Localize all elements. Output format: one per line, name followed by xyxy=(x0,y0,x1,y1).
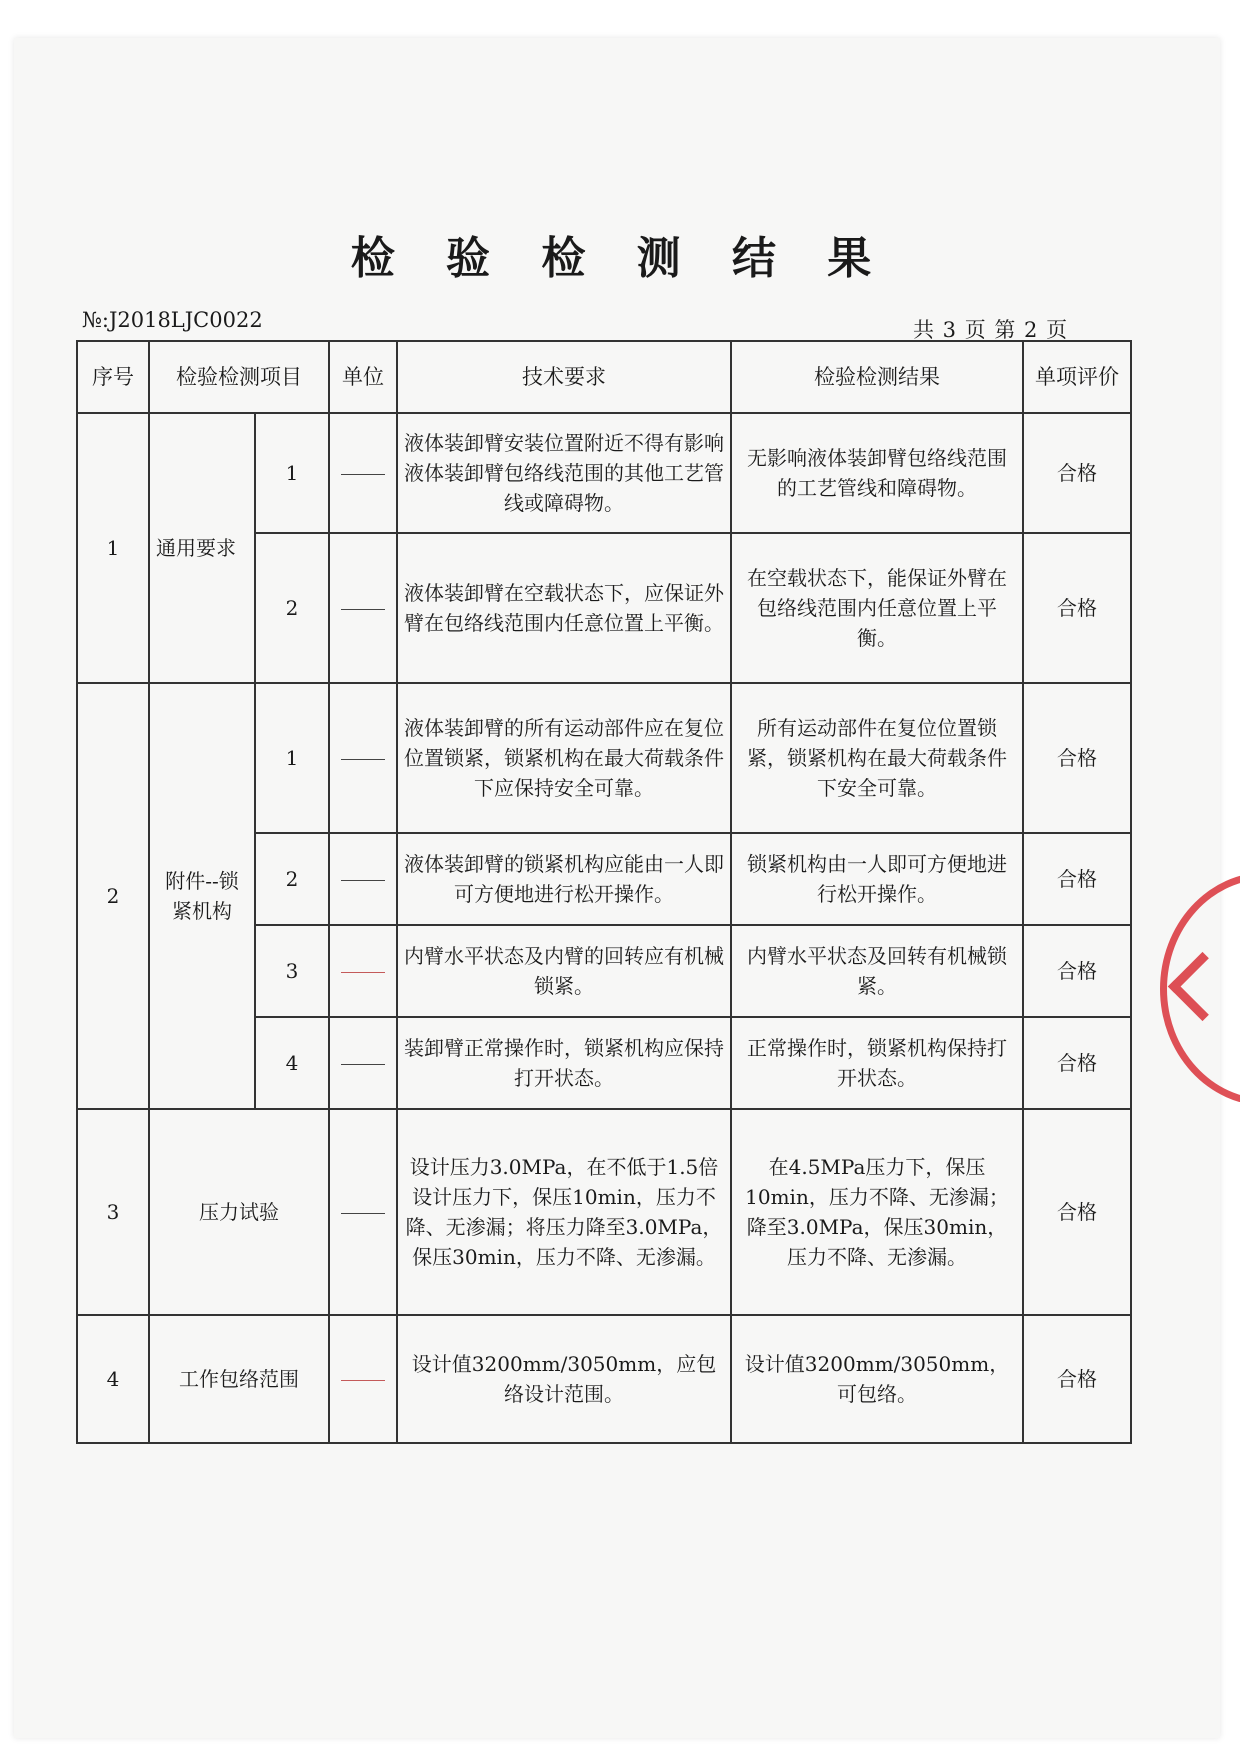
unit-cell xyxy=(329,1315,397,1443)
group-seq: 4 xyxy=(77,1315,149,1443)
requirement-cell: 液体装卸臂安装位置附近不得有影响液体装卸臂包络线范围的其他工艺管线或障碍物。 xyxy=(397,413,731,533)
unit-dash xyxy=(341,1064,385,1065)
sub-seq: 1 xyxy=(255,413,329,533)
unit-cell xyxy=(329,533,397,683)
unit-cell xyxy=(329,1109,397,1315)
unit-cell xyxy=(329,413,397,533)
page-title: 检 验 检 测 结 果 xyxy=(350,233,890,284)
result-cell: 无影响液体装卸臂包络线范围的工艺管线和障碍物。 xyxy=(731,413,1023,533)
result-cell: 在4.5MPa压力下，保压10min，压力不降、无渗漏；降至3.0MPa，保压30min，压力不降、无渗漏。 xyxy=(731,1109,1023,1315)
group-name: 附件--锁紧机构 xyxy=(149,683,255,1109)
unit-dash xyxy=(341,759,385,760)
requirement-cell: 装卸臂正常操作时，锁紧机构应保持打开状态。 xyxy=(397,1017,731,1109)
header-result: 检验检测结果 xyxy=(731,341,1023,413)
result-cell: 在空载状态下，能保证外臂在包络线范围内任意位置上平衡。 xyxy=(731,533,1023,683)
official-seal xyxy=(1160,872,1240,1102)
results-table xyxy=(76,340,1132,1444)
result-cell: 所有运动部件在复位位置锁紧，锁紧机构在最大荷载条件下安全可靠。 xyxy=(731,683,1023,833)
sub-seq: 4 xyxy=(255,1017,329,1109)
unit-dash xyxy=(341,1213,385,1214)
sub-seq: 2 xyxy=(255,533,329,683)
group-seq: 3 xyxy=(77,1109,149,1315)
requirement-cell: 液体装卸臂的锁紧机构应能由一人即可方便地进行松开操作。 xyxy=(397,833,731,925)
unit-cell xyxy=(329,833,397,925)
group-name: 工作包络范围 xyxy=(149,1315,329,1443)
unit-cell xyxy=(329,683,397,833)
header-seq: 序号 xyxy=(77,341,149,413)
unit-dash xyxy=(341,972,385,973)
evaluation-cell: 合格 xyxy=(1023,1315,1131,1443)
result-cell: 正常操作时，锁紧机构保持打开状态。 xyxy=(731,1017,1023,1109)
result-cell: 锁紧机构由一人即可方便地进行松开操作。 xyxy=(731,833,1023,925)
table-row xyxy=(77,1109,1131,1315)
result-cell: 设计值3200mm/3050mm，可包络。 xyxy=(731,1315,1023,1443)
table-header-row xyxy=(77,341,1131,413)
header-evaluation: 单项评价 xyxy=(1023,341,1131,413)
evaluation-cell: 合格 xyxy=(1023,683,1131,833)
evaluation-cell: 合格 xyxy=(1023,925,1131,1017)
group-seq: 2 xyxy=(77,683,149,1109)
requirement-cell: 液体装卸臂在空载状态下，应保证外臂在包络线范围内任意位置上平衡。 xyxy=(397,533,731,683)
table-row xyxy=(77,413,1131,533)
requirement-cell: 液体装卸臂的所有运动部件应在复位位置锁紧，锁紧机构在最大荷载条件下应保持安全可靠。 xyxy=(397,683,731,833)
requirement-cell: 设计值3200mm/3050mm，应包络设计范围。 xyxy=(397,1315,731,1443)
header-item: 检验检测项目 xyxy=(149,341,329,413)
evaluation-cell: 合格 xyxy=(1023,413,1131,533)
evaluation-cell: 合格 xyxy=(1023,1109,1131,1315)
evaluation-cell: 合格 xyxy=(1023,1017,1131,1109)
table-row xyxy=(77,1315,1131,1443)
unit-dash xyxy=(341,1380,385,1381)
result-cell: 内臂水平状态及回转有机械锁紧。 xyxy=(731,925,1023,1017)
group-name: 通用要求 xyxy=(149,413,255,683)
evaluation-cell: 合格 xyxy=(1023,833,1131,925)
group-seq: 1 xyxy=(77,413,149,683)
sub-seq: 1 xyxy=(255,683,329,833)
sub-seq: 2 xyxy=(255,833,329,925)
requirement-cell: 设计压力3.0MPa，在不低于1.5倍设计压力下，保压10min，压力不降、无渗漏；将压力降至3.0MPa，保压30min，压力不降、无渗漏。 xyxy=(397,1109,731,1315)
unit-dash xyxy=(341,880,385,881)
unit-dash xyxy=(341,474,385,475)
evaluation-cell: 合格 xyxy=(1023,533,1131,683)
header-requirement: 技术要求 xyxy=(397,341,731,413)
unit-cell xyxy=(329,1017,397,1109)
header-unit: 单位 xyxy=(329,341,397,413)
table-row xyxy=(77,683,1131,833)
sub-seq: 3 xyxy=(255,925,329,1017)
unit-cell xyxy=(329,925,397,1017)
report-number: №:J2018LJC0022 xyxy=(82,308,263,332)
page-indicator: 共 3 页 第 2 页 xyxy=(913,318,1069,342)
group-name: 压力试验 xyxy=(149,1109,329,1315)
requirement-cell: 内臂水平状态及内臂的回转应有机械锁紧。 xyxy=(397,925,731,1017)
unit-dash xyxy=(341,609,385,610)
